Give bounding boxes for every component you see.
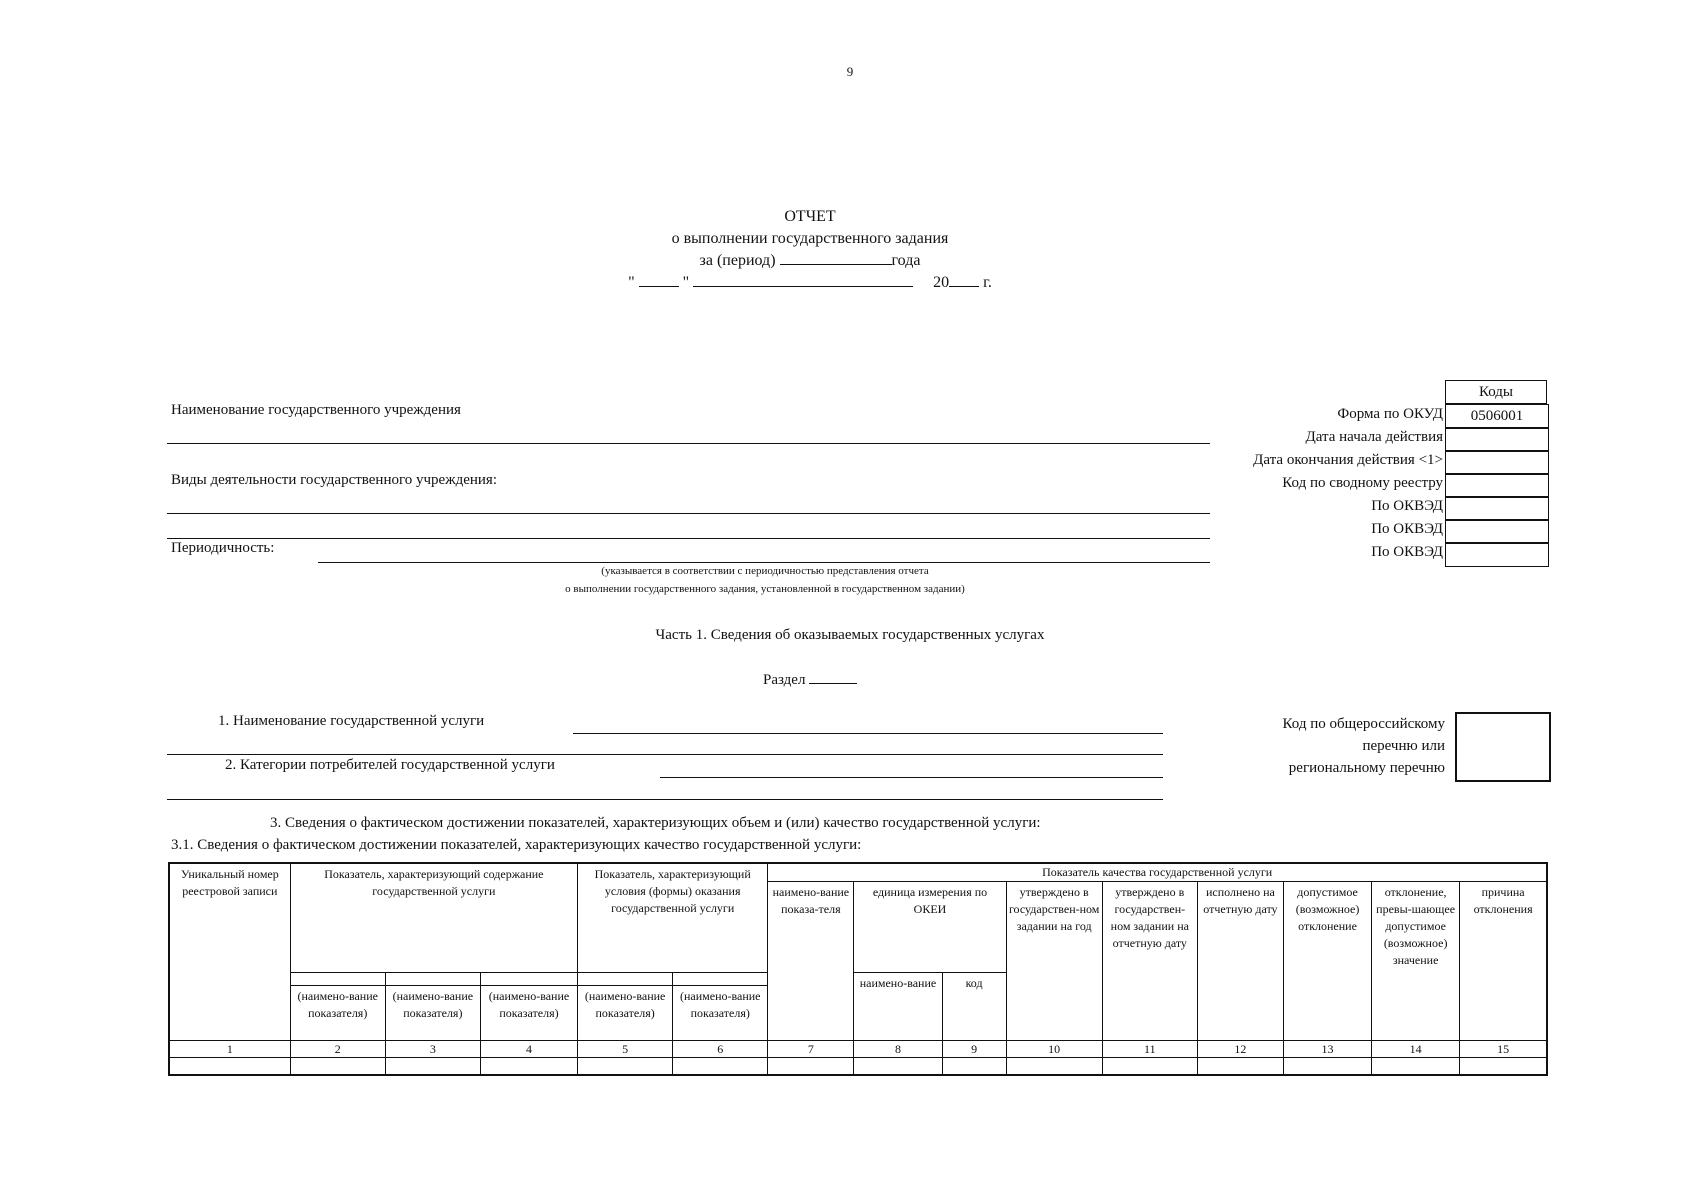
data-cell-9[interactable] — [942, 1058, 1006, 1076]
col-number-1: 1 — [169, 1041, 290, 1058]
service-name-line-1[interactable] — [573, 733, 1163, 734]
col-number-14: 14 — [1372, 1041, 1460, 1058]
th-quality-indicator: Показатель качества государственной услуги — [768, 863, 1547, 882]
okpd-label-1: Код по общероссийскому — [1282, 716, 1445, 732]
th-indicator-6: (наимено-вание показателя) — [673, 986, 768, 1041]
okpd-label-2: перечню или — [1362, 738, 1445, 754]
th-approved-date: утверждено в государствен-ном задании на отчетную дату — [1102, 882, 1197, 1041]
data-cell-3[interactable] — [385, 1058, 480, 1076]
data-cell-15[interactable] — [1460, 1058, 1547, 1076]
consumers-label: 2. Категории потребителей государственной услуги — [225, 757, 555, 773]
col-number-6: 6 — [673, 1041, 768, 1058]
year-abbrev: г. — [983, 274, 992, 291]
th-indicator-2: (наимено-вание показателя) — [290, 986, 385, 1041]
col-number-10: 10 — [1006, 1041, 1102, 1058]
code-label-3: Дата окончания действия <1> — [1253, 452, 1443, 468]
periodicity-note-2: о выполнении государственного задания, установленной в государственном задании) — [565, 583, 965, 595]
section-field[interactable] — [809, 669, 857, 684]
title-line-4 — [560, 272, 1060, 294]
title-line-3 — [560, 250, 1060, 272]
th-sub-empty-3 — [385, 973, 480, 986]
th-indicator-4: (наимено-вание показателя) — [480, 986, 577, 1041]
th-unit: единица измерения по ОКЕИ — [854, 882, 1006, 973]
date-quote-open: " — [628, 274, 635, 291]
th-content-indicator: Показатель, характеризующий содержание государственной услуги — [290, 863, 577, 973]
data-cell-6[interactable] — [673, 1058, 768, 1076]
report-title — [560, 206, 1060, 294]
institution-label: Наименование государственного учреждения — [171, 402, 461, 418]
code-label-6: По ОКВЭД — [1371, 521, 1443, 537]
activities-line-2[interactable] — [167, 538, 1210, 539]
th-sub-empty-2 — [290, 973, 385, 986]
data-cell-14[interactable] — [1372, 1058, 1460, 1076]
th-unique-number: Уникальный номер реестровой записи — [169, 863, 290, 1041]
code-value-1[interactable]: 0506001 — [1445, 404, 1549, 429]
data-row[interactable] — [169, 1058, 1547, 1076]
col-number-8: 8 — [854, 1041, 942, 1058]
period-label: за (период) — [699, 252, 776, 269]
title-line-2: о выполнении государственного задания — [671, 230, 949, 247]
th-indicator-5: (наимено-вание показателя) — [578, 986, 673, 1041]
data-cell-13[interactable] — [1283, 1058, 1371, 1076]
col-number-13: 13 — [1283, 1041, 1371, 1058]
code-label-1: Форма по ОКУД — [1337, 406, 1443, 422]
title-line-1: ОТЧЕТ — [784, 208, 836, 225]
th-reason: причина отклонения — [1460, 882, 1547, 1041]
date-quote-close: " — [682, 274, 690, 291]
consumers-line-1[interactable] — [660, 777, 1163, 778]
col-number-2: 2 — [290, 1041, 385, 1058]
data-cell-5[interactable] — [578, 1058, 673, 1076]
periodicity-label: Периодичность: — [171, 540, 275, 556]
info-3: 3. Сведения о фактическом достижении показателей, характеризующих объем и (или) качество государственной услуги: — [270, 815, 1041, 831]
activities-line-1[interactable] — [167, 513, 1210, 514]
th-conditions-indicator: Показатель, характеризующий условия (формы) оказания государственной услуги — [578, 863, 768, 973]
part1-title: Часть 1. Сведения об оказываемых государственных услугах — [655, 627, 1045, 643]
day-field[interactable] — [639, 272, 679, 287]
data-cell-2[interactable] — [290, 1058, 385, 1076]
col-number-5: 5 — [578, 1041, 673, 1058]
consumers-line-2[interactable] — [167, 799, 1163, 800]
year-suffix: года — [891, 252, 921, 269]
year-field[interactable] — [949, 272, 979, 287]
data-cell-11[interactable] — [1102, 1058, 1197, 1076]
col-number-15: 15 — [1460, 1041, 1547, 1058]
code-label-7: По ОКВЭД — [1371, 544, 1443, 560]
data-cell-10[interactable] — [1006, 1058, 1102, 1076]
th-unit-name: наимено-вание — [854, 973, 942, 1041]
okpd-code-box[interactable] — [1455, 712, 1551, 782]
col-number-11: 11 — [1102, 1041, 1197, 1058]
section-row — [763, 669, 857, 689]
th-sub-empty-5 — [578, 973, 673, 986]
service-name-label: 1. Наименование государственной услуги — [218, 713, 485, 729]
page-number: 9 — [846, 64, 854, 79]
data-cell-4[interactable] — [480, 1058, 577, 1076]
data-cell-7[interactable] — [768, 1058, 854, 1076]
service-name-line-2[interactable] — [167, 754, 1163, 755]
code-label-2: Дата начала действия — [1305, 429, 1443, 445]
th-over: отклонение, превы-шающее допустимое (возможное) значение — [1372, 882, 1460, 1041]
col-number-7: 7 — [768, 1041, 854, 1058]
period-field[interactable] — [780, 250, 892, 265]
okpd-label-3: региональному перечню — [1288, 760, 1445, 776]
th-approved-year: утверждено в государствен-ном задании на год — [1006, 882, 1102, 1041]
col-number-12: 12 — [1197, 1041, 1283, 1058]
code-value-4[interactable] — [1445, 473, 1549, 498]
col-number-4: 4 — [480, 1041, 577, 1058]
th-done: исполнено на отчетную дату — [1197, 882, 1283, 1041]
periodicity-note-1: (указывается в соответствии с периодичностью представления отчета — [601, 565, 929, 577]
code-value-5[interactable] — [1445, 496, 1549, 521]
quality-indicators-table — [168, 862, 1548, 1076]
activities-label: Виды деятельности государственного учреждения: — [171, 472, 497, 488]
data-cell-8[interactable] — [854, 1058, 942, 1076]
col-number-3: 3 — [385, 1041, 480, 1058]
th-unit-code: код — [942, 973, 1006, 1041]
okpd-label — [1283, 713, 1445, 779]
col-number-9: 9 — [942, 1041, 1006, 1058]
th-sub-empty-6 — [673, 973, 768, 986]
code-label-5: По ОКВЭД — [1371, 498, 1443, 514]
code-value-7[interactable] — [1445, 542, 1549, 567]
code-value-2[interactable] — [1445, 427, 1549, 452]
month-field[interactable] — [693, 272, 913, 287]
th-indicator-3: (наимено-вание показателя) — [385, 986, 480, 1041]
codes-header: Коды — [1445, 380, 1547, 404]
column-numbers-row — [169, 1041, 1547, 1058]
periodicity-note — [320, 562, 1210, 598]
section-label: Раздел — [763, 672, 806, 688]
code-label-4: Код по сводному реестру — [1282, 475, 1443, 491]
code-value-3[interactable] — [1445, 450, 1549, 475]
institution-line[interactable] — [167, 443, 1210, 444]
info-3-1: 3.1. Сведения о фактическом достижении показателей, характеризующих качество государственной услуги: — [171, 837, 862, 853]
th-allowed: допустимое (возможное) отклонение — [1283, 882, 1371, 1041]
data-cell-12[interactable] — [1197, 1058, 1283, 1076]
year-prefix: 20 — [933, 274, 950, 291]
th-sub-empty-4 — [480, 973, 577, 986]
th-indicator-name: наимено-вание показа-теля — [768, 882, 854, 1041]
data-cell-1[interactable] — [169, 1058, 290, 1076]
code-value-6[interactable] — [1445, 519, 1549, 544]
